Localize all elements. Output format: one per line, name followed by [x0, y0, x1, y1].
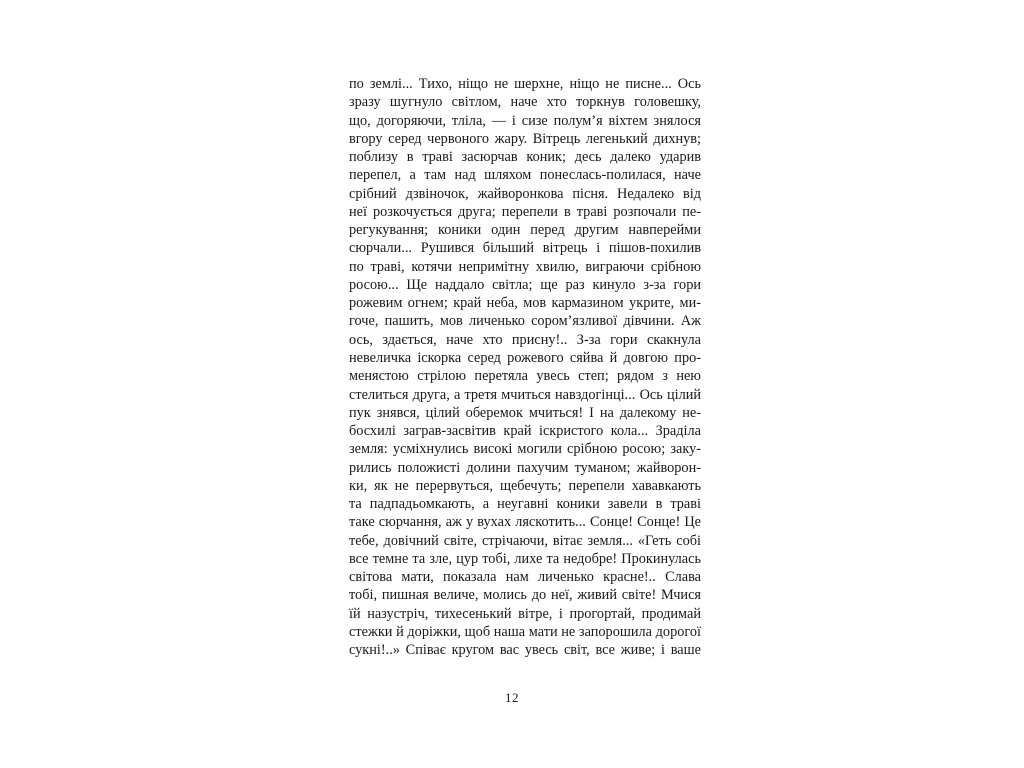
text-line: ось, здається, наче хто присну!.. З-за гори скакнула	[349, 331, 701, 348]
text-line: світова мати, показала нам личенько красне!.. Слава	[349, 569, 701, 586]
text-line: зразу шугнуло світлом, наче хто торкнув головешку,	[349, 94, 701, 111]
text-line: перепел, а там над шляхом понеслась-полилася, наче	[349, 167, 701, 184]
text-line: сукні!..» Співає кругом вас увесь світ, все живе; і ваше	[349, 642, 701, 659]
text-line: вгору серед червоного жару. Вітрець легенький дихнув;	[349, 130, 701, 147]
text-line: що, догоряючи, тліла, — і сизе полум’я віхтем знялося	[349, 112, 701, 129]
text-line: регукування; коники один перед другим навперейми	[349, 222, 701, 239]
text-line: по траві, котячи непримітну хвилю, виграючи срібною	[349, 258, 701, 275]
text-line: невеличка іскорка серед рожевого сяйва й довгою про-	[349, 349, 701, 366]
text-line: рожевим огнем; край неба, мов кармазином укрите, ми-	[349, 295, 701, 312]
text-line: стелиться друга, а третя мчиться навздогінці... Ось цілий	[349, 386, 701, 403]
text-line: та падпадьомкають, а неугавні коники завели в траві	[349, 496, 701, 513]
text-line: сюрчали... Рушився більший вітрець і пішов-похилив	[349, 240, 701, 257]
text-line: срібний дзвіночок, жайворонкова пісня. Недалеко від	[349, 185, 701, 202]
text-line: поблизу в траві засюрчав коник; десь далеко ударив	[349, 149, 701, 166]
text-line: земля: усміхнулись високі могили срібною росою; заку-	[349, 441, 701, 458]
text-line: менястою стрілою перетяла увесь степ; рядом з нею	[349, 368, 701, 385]
text-line: росою... Ще наддало світла; ще раз кинуло з-за гори	[349, 276, 701, 293]
text-line: пук знявся, цілий оберемок мчиться! І на далекому не-	[349, 404, 701, 421]
text-line: рились положисті долини пахучим туманом; жайворон-	[349, 459, 701, 476]
text-line: тебе, довічний світе, стрічаючи, вітає земля... «Геть собі	[349, 532, 701, 549]
text-line: стежки й доріжки, щоб наша мати не запорошила дорогої	[349, 623, 701, 640]
page-number: 12	[505, 690, 519, 705]
text-line: таке сюрчання, аж у вухах ляскотить... Сонце! Сонце! Це	[349, 514, 701, 531]
text-line: гоче, пашить, мов личенько сором’язливої дівчини. Аж	[349, 313, 701, 330]
body-text	[349, 75, 701, 660]
text-line: по землі... Тихо, ніщо не шерхне, ніщо не писне... Ось	[349, 76, 701, 92]
text-line: все темне та зле, цур тобі, лихе та недобре! Прокинулась	[349, 550, 701, 567]
text-line: босхилі заграв-засвітив край іскристого кола... Зраділа	[349, 423, 701, 440]
text-line: їй назустріч, тихесенький вітре, і прогортай, продимай	[349, 605, 701, 622]
text-line: неї розкочується друга; перепели в траві розпочали пе-	[349, 203, 701, 220]
text-line: ки, як не перервуться, щебечуть; перепели хававкають	[349, 477, 701, 494]
text-line: тобі, пишная величе, молись до неї, живий світе! Мчися	[349, 587, 701, 604]
